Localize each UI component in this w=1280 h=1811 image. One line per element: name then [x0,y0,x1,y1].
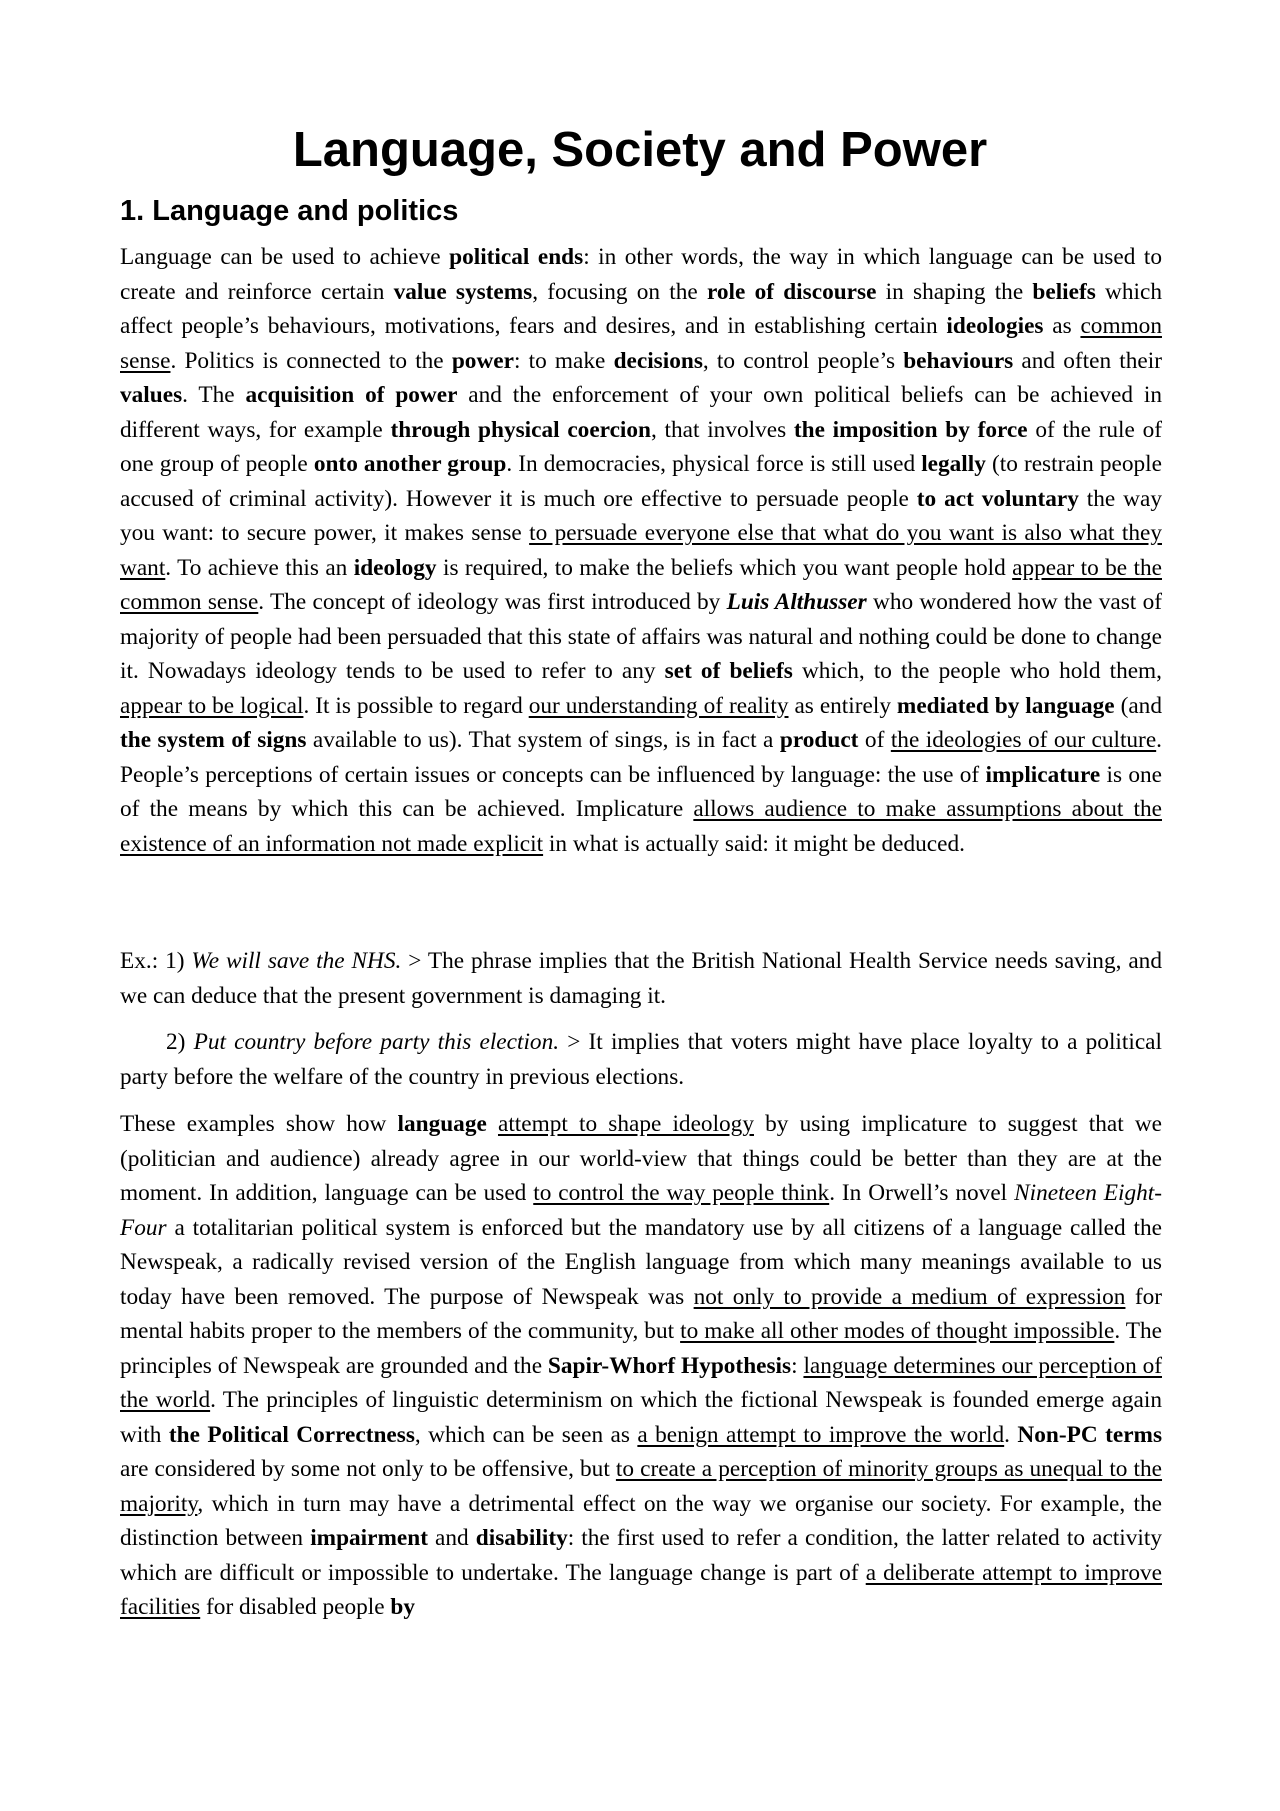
bold-term: mediated by language [896,692,1115,719]
underlined-phrase: not only to provide a medium of expression [693,1283,1126,1310]
underlined-phrase: a deliberate attempt to improve facilities [120,1559,1162,1620]
text-run: Ex.: 1) [120,948,192,974]
text-run: for disabled people [200,1594,391,1620]
bold-term: values [120,382,183,408]
text-run: 2) [166,1029,194,1055]
text-run: . Politics is connected to the [170,347,452,374]
bold-term: political ends [449,244,584,270]
bold-term: Non-PC terms [1017,1421,1163,1448]
bold-term: role of discourse [706,278,877,305]
underlined-phrase: allows audience to make assumptions about the existence of an information not made explicit [120,796,1162,857]
text-run: , that involves [651,416,794,443]
bold-term: acquisition of power [245,382,458,408]
bold-italic-name [727,589,867,615]
text-run [487,1111,498,1137]
bold-term: ideologies [946,313,1044,339]
bold-term: decisions [613,347,703,374]
bold-term: implicature [985,761,1101,788]
text-run: > The phrase implies that the British National Health Service needs saving, and we can deduce that the present government is damaging it. [120,948,1162,1009]
italic-phrase: We will save the NHS. [191,948,402,974]
text-run: and the enforcement of your own political beliefs can be achieved in different ways, for example [120,382,1163,443]
underlined-phrase: to make all other modes of thought impossible [680,1318,1115,1344]
underlined-phrase: common sense [120,313,1162,374]
underlined-phrase: a benign attempt to improve the world [637,1421,1005,1448]
bold-term: legally [921,451,986,477]
text-run: of [858,727,891,753]
text-run: (and [1114,692,1162,719]
paragraph-language-politics [120,240,1162,861]
text-run: in what is actually said: it might be deduced. [543,830,965,857]
text-run: : in other words, the way in which language can be used to create and reinforce certain [120,244,1162,305]
underlined-phrase: to control the way people think [533,1180,830,1206]
text-run: as [1043,313,1081,339]
text-run: . The principles of linguistic determinism on which the fictional Newspeak is founded emerge again with [120,1387,1163,1448]
text-run: . In Orwell’s novel [829,1180,1015,1206]
text-run: > It implies that voters might have place loyalty to a political party before the welfare of the country in previous elections. [120,1029,1162,1090]
underlined-phrase: to persuade everyone else that what do you want is also what they want [120,520,1162,581]
text-run: for mental habits proper to the members of the community, but [120,1283,1162,1344]
bold-term: the system of signs [120,727,307,753]
text-run: : the first used to refer a condition, the latter related to activity which are difficult or impossible to undertake. The language change is part of [120,1525,1162,1586]
text-run: , to control people’s [702,347,904,374]
text-run: in shaping the [876,278,1033,305]
text-run: . People’s perceptions of certain issues or concepts can be influenced by language: the use of [120,727,1162,788]
bold-term: power [451,347,514,374]
text-run: and often their [1013,347,1162,374]
text-run: . The concept of ideology was first introduced by [258,589,727,615]
underlined-phrase: the ideologies of our culture [890,727,1157,753]
text-run: Language can be used to achieve [120,244,450,270]
bold-term: beliefs [1032,278,1096,305]
text-run: as entirely [788,692,897,719]
text-run: by using implicature to suggest that we (politician and audience) already agree in our world-view that things could be better than they are at the moment. In addition, language can be used [120,1111,1162,1206]
text-run: (to restrain people accused of criminal activity). However it is much ore effective to persuade people [120,451,1162,512]
text-run: , focusing on the [532,278,707,305]
text-run: . The principles of Newspeak are grounded and the [120,1318,1163,1379]
text-run: the way you want: to secure power, it makes sense [120,485,1162,546]
bold-term: by [390,1594,416,1620]
bold-term: Sapir-Whorf Hypothesis [547,1352,792,1379]
paragraph-ideology-newspeak [120,1107,1162,1625]
text-run: which affect people’s behaviours, motivations, fears and desires, and in establishing certain [120,278,1162,339]
bold-term: onto another group [313,451,507,477]
italic-phrase: Nineteen Eight-Four [120,1180,1163,1241]
text-run: : [791,1352,804,1379]
bold-term: the Political Correctness [168,1421,415,1448]
underlined-phrase: our understanding of reality [528,692,789,719]
underlined-phrase: language determines our perception of the world [120,1352,1162,1413]
text-run: , which in turn may have a detrimental effect on the way we organise our society. For example, the distinction between [120,1490,1162,1551]
bold-term: product [779,727,859,753]
section-heading: 1. Language and politics [120,195,459,227]
bold-term: to act voluntary [916,485,1079,512]
bold-term: the imposition by force [793,416,1028,443]
text-run: : to make [513,347,614,374]
underlined-phrase: attempt to shape ideology [497,1111,754,1137]
bold-term: ideology [353,554,437,581]
bold-term: set of beliefs [664,658,793,684]
bold-term: value systems [393,278,533,305]
text-run: These examples show how [120,1111,398,1137]
text-run: are considered by some not only to be offensive, but [120,1456,616,1482]
bold-term: disability [475,1525,568,1551]
text-run: . In democracies, physical force is still used [506,451,922,477]
example-country-before-party [120,1025,1162,1094]
underlined-phrase: appear to be logical [120,692,304,719]
text-run: a totalitarian political system is enforced but the mandatory use by all citizens of a language called the Newspeak, a radically revised version of the English language from which many meanings available to us today have been removed. The purpose of Newspeak was [120,1214,1162,1310]
text-run: is required, to make the beliefs which you want people hold [436,554,1013,581]
underlined-phrase: appear to be the common sense [120,554,1162,615]
emphasis-italic: Luis Althusser [726,589,867,615]
italic-phrase: Put country before party this election. [193,1029,560,1055]
text-run: , which can be seen as [414,1421,638,1448]
bold-term: through physical coercion [390,416,651,443]
bold-term: language [397,1111,487,1137]
text-run: which, to the people who hold them, [792,658,1162,684]
text-run: is one of the means by which this can be achieved. Implicature [120,761,1162,822]
text-run: . The [182,382,246,408]
text-run: . [1004,1421,1018,1448]
underlined-phrase: to create a perception of minority groups as unequal to the majority [120,1456,1163,1517]
text-run: . To achieve this an [165,554,354,581]
example-nhs [120,944,1162,1013]
bold-term: impairment [310,1525,428,1551]
bold-term: behaviours [903,347,1014,374]
text-run: who wondered how the vast of majority of people had been persuaded that this state of affairs was natural and nothing could be done to change it. Nowadays ideology tends to be used to refer to any [120,589,1162,684]
text-run: of the rule of one group of people [120,416,1162,477]
text-run: and [427,1525,476,1551]
text-run: . It is possible to regard [303,692,529,719]
text-run: available to us). That system of sings, is in fact a [306,727,780,753]
document-title: Language, Society and Power [292,123,988,177]
